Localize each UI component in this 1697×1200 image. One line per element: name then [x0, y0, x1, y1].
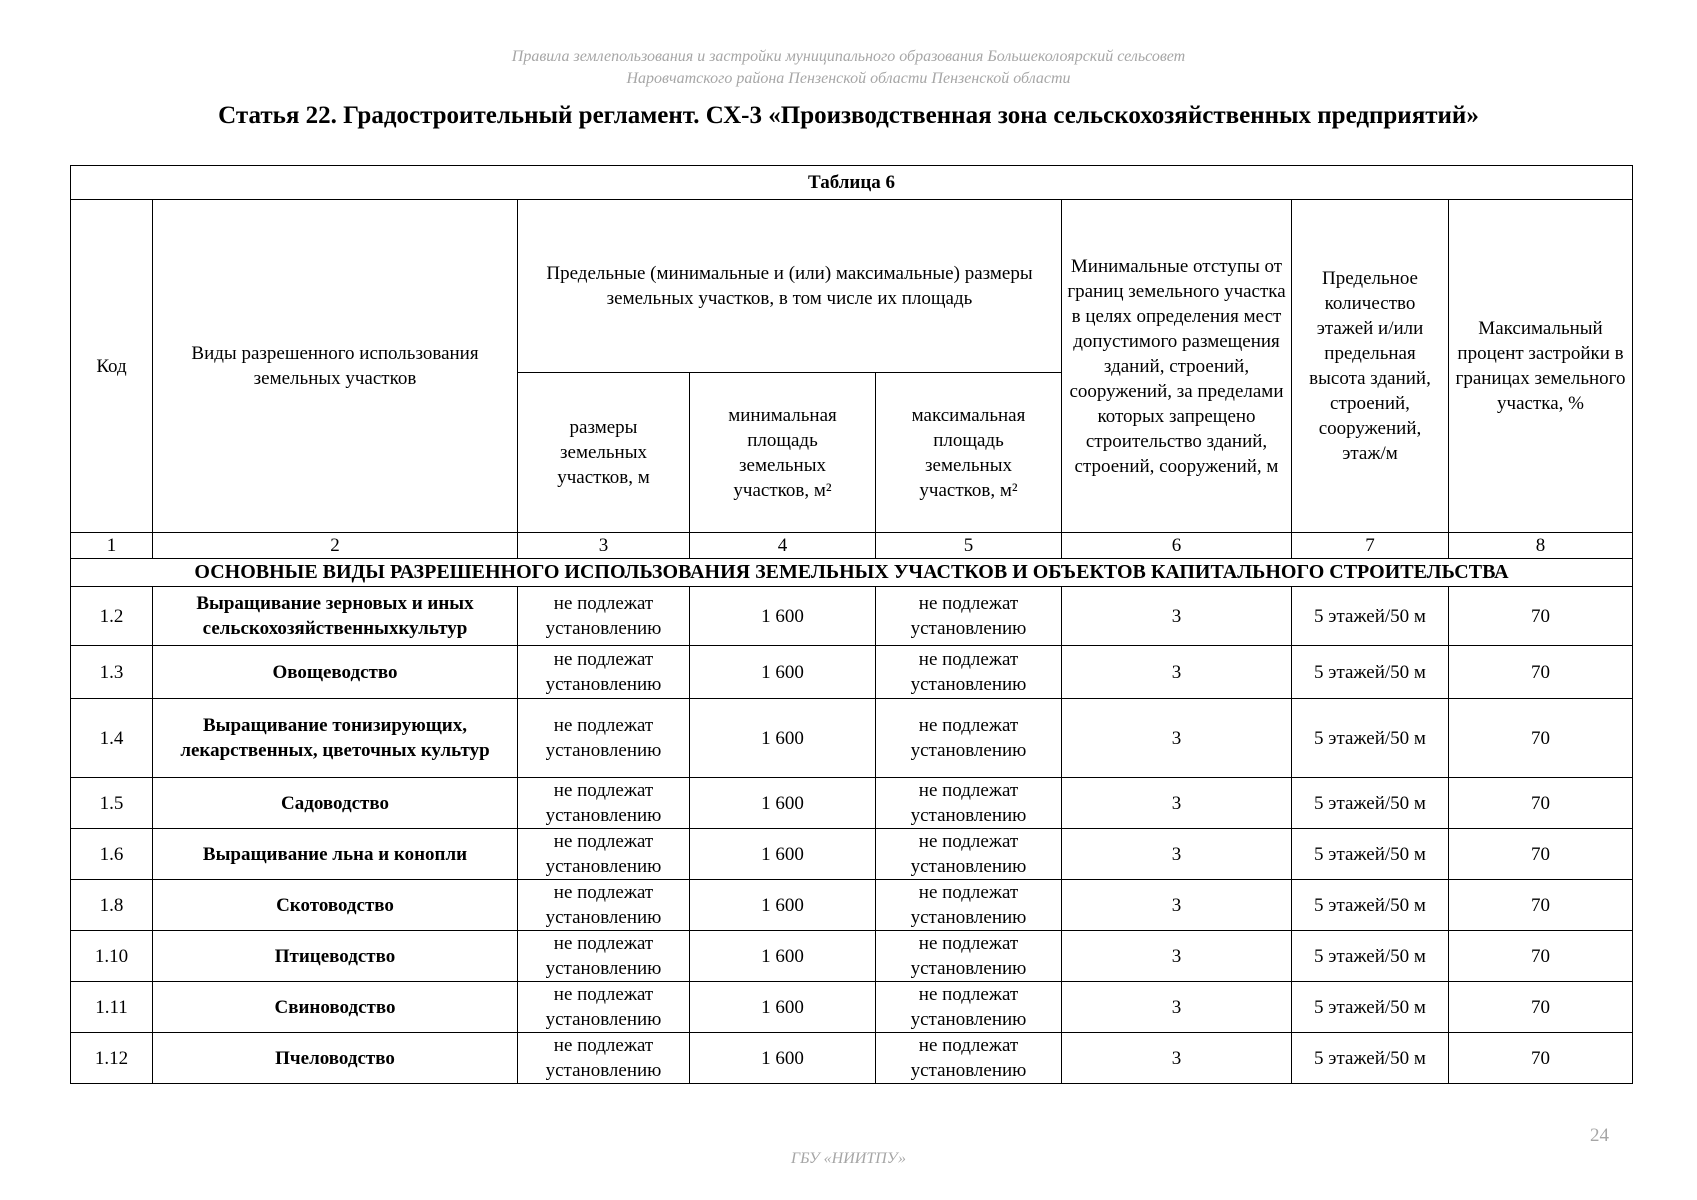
cell-use-type: Птицеводство — [153, 931, 518, 982]
table-row — [71, 982, 1633, 1033]
cell-max-area: не подлежат установлению — [876, 982, 1062, 1033]
header-size-limits: Предельные (минимальные и (или) максимальные) размеры земельных участков, в том числе их площадь — [518, 200, 1062, 373]
cell-setback: 3 — [1062, 931, 1292, 982]
cell-coverage: 70 — [1449, 880, 1633, 931]
cell-coverage: 70 — [1449, 829, 1633, 880]
column-number: 1 — [71, 533, 153, 559]
cell-setback: 3 — [1062, 587, 1292, 646]
cell-min-area: 1 600 — [690, 778, 876, 829]
cell-setback: 3 — [1062, 829, 1292, 880]
cell-min-area: 1 600 — [690, 829, 876, 880]
cell-coverage: 70 — [1449, 1033, 1633, 1084]
cell-plot-size: не подлежат установлению — [518, 829, 690, 880]
table-row — [71, 829, 1633, 880]
header-max-area: максимальная площадь земельных участков, м² — [876, 373, 1062, 533]
running-header-line-1: Правила землепользования и застройки муниципального образования Большеколоярский сельсовет — [511, 48, 1186, 65]
cell-floors: 5 этажей/50 м — [1292, 880, 1449, 931]
cell-plot-size: не подлежат установлению — [518, 587, 690, 646]
table-body — [71, 587, 1633, 1084]
column-number-row — [71, 533, 1633, 559]
cell-max-area: не подлежат установлению — [876, 699, 1062, 778]
cell-plot-size: не подлежат установлению — [518, 646, 690, 699]
cell-use-type: Выращивание зерновых и иных сельскохозяйственныхкультур — [153, 587, 518, 646]
cell-code: 1.11 — [71, 982, 153, 1033]
cell-setback: 3 — [1062, 699, 1292, 778]
cell-min-area: 1 600 — [690, 646, 876, 699]
header-use-types: Виды разрешенного использования земельных участков — [153, 200, 518, 533]
cell-min-area: 1 600 — [690, 880, 876, 931]
cell-code: 1.10 — [71, 931, 153, 982]
table-row — [71, 646, 1633, 699]
table-caption: Таблица 6 — [71, 166, 1633, 200]
cell-max-area: не подлежат установлению — [876, 646, 1062, 699]
cell-floors: 5 этажей/50 м — [1292, 699, 1449, 778]
cell-plot-size: не подлежат установлению — [518, 778, 690, 829]
cell-max-area: не подлежат установлению — [876, 778, 1062, 829]
cell-setback: 3 — [1062, 646, 1292, 699]
cell-use-type: Свиноводство — [153, 982, 518, 1033]
cell-use-type: Садоводство — [153, 778, 518, 829]
cell-max-area: не подлежат установлению — [876, 587, 1062, 646]
cell-use-type: Скотоводство — [153, 880, 518, 931]
table-row — [71, 587, 1633, 646]
cell-setback: 3 — [1062, 982, 1292, 1033]
regulation-table — [70, 165, 1633, 1084]
cell-floors: 5 этажей/50 м — [1292, 587, 1449, 646]
section-heading: ОСНОВНЫЕ ВИДЫ РАЗРЕШЕННОГО ИСПОЛЬЗОВАНИЯ ЗЕМЕЛЬНЫХ УЧАСТКОВ И ОБЪЕКТОВ КАПИТАЛЬНОГО СТРОИТЕЛЬСТВА — [71, 559, 1633, 587]
cell-floors: 5 этажей/50 м — [1292, 931, 1449, 982]
column-number: 3 — [518, 533, 690, 559]
column-number: 5 — [876, 533, 1062, 559]
column-number: 7 — [1292, 533, 1449, 559]
page-number: 24 — [1590, 1125, 1609, 1146]
cell-use-type: Овощеводство — [153, 646, 518, 699]
table-row — [71, 1033, 1633, 1084]
cell-min-area: 1 600 — [690, 1033, 876, 1084]
header-min-area: минимальная площадь земельных участков, м² — [690, 373, 876, 533]
cell-use-type: Пчеловодство — [153, 1033, 518, 1084]
cell-coverage: 70 — [1449, 982, 1633, 1033]
column-number: 4 — [690, 533, 876, 559]
running-header-line-2: Наровчатского района Пензенской области Пензенской области — [626, 70, 1071, 87]
cell-floors: 5 этажей/50 м — [1292, 982, 1449, 1033]
table-row — [71, 931, 1633, 982]
cell-min-area: 1 600 — [690, 587, 876, 646]
cell-code: 1.2 — [71, 587, 153, 646]
running-header — [0, 46, 1697, 90]
cell-floors: 5 этажей/50 м — [1292, 778, 1449, 829]
header-coverage: Максимальный процент застройки в границах земельного участка, % — [1449, 200, 1633, 533]
cell-coverage: 70 — [1449, 699, 1633, 778]
cell-code: 1.3 — [71, 646, 153, 699]
cell-code: 1.8 — [71, 880, 153, 931]
cell-plot-size: не подлежат установлению — [518, 699, 690, 778]
column-number: 2 — [153, 533, 518, 559]
cell-code: 1.5 — [71, 778, 153, 829]
header-code: Код — [71, 200, 153, 533]
cell-coverage: 70 — [1449, 646, 1633, 699]
cell-max-area: не подлежат установлению — [876, 829, 1062, 880]
table-row — [71, 880, 1633, 931]
cell-min-area: 1 600 — [690, 931, 876, 982]
page-footer: ГБУ «НИИТПУ» — [791, 1150, 906, 1167]
table-row — [71, 699, 1633, 778]
cell-setback: 3 — [1062, 880, 1292, 931]
cell-coverage: 70 — [1449, 778, 1633, 829]
header-plot-sizes: размеры земельных участков, м — [518, 373, 690, 533]
cell-use-type: Выращивание льна и конопли — [153, 829, 518, 880]
cell-min-area: 1 600 — [690, 699, 876, 778]
header-setbacks: Минимальные отступы от границ земельного участка в целях определения мест допустимого размещения зданий, строений, сооружений, за пределами которых запрещено строительство зданий, строений, сооружений, м — [1062, 200, 1292, 533]
cell-max-area: не подлежат установлению — [876, 880, 1062, 931]
cell-plot-size: не подлежат установлению — [518, 880, 690, 931]
cell-setback: 3 — [1062, 778, 1292, 829]
cell-use-type: Выращивание тонизирующих, лекарственных, цветочных культур — [153, 699, 518, 778]
cell-plot-size: не подлежат установлению — [518, 931, 690, 982]
cell-min-area: 1 600 — [690, 982, 876, 1033]
header-floors: Предельное количество этажей и/или предельная высота зданий, строений, сооружений, этаж/м — [1292, 200, 1449, 533]
cell-floors: 5 этажей/50 м — [1292, 829, 1449, 880]
cell-max-area: не подлежат установлению — [876, 931, 1062, 982]
cell-code: 1.6 — [71, 829, 153, 880]
table-row — [71, 778, 1633, 829]
cell-max-area: не подлежат установлению — [876, 1033, 1062, 1084]
cell-floors: 5 этажей/50 м — [1292, 646, 1449, 699]
column-number: 6 — [1062, 533, 1292, 559]
cell-coverage: 70 — [1449, 931, 1633, 982]
cell-code: 1.12 — [71, 1033, 153, 1084]
column-number: 8 — [1449, 533, 1633, 559]
cell-floors: 5 этажей/50 м — [1292, 1033, 1449, 1084]
cell-plot-size: не подлежат установлению — [518, 1033, 690, 1084]
cell-setback: 3 — [1062, 1033, 1292, 1084]
cell-coverage: 70 — [1449, 587, 1633, 646]
article-title: Статья 22. Градостроительный регламент. СХ-3 «Производственная зона сельскохозяйственных предприятий» — [218, 102, 1479, 129]
cell-plot-size: не подлежат установлению — [518, 982, 690, 1033]
cell-code: 1.4 — [71, 699, 153, 778]
